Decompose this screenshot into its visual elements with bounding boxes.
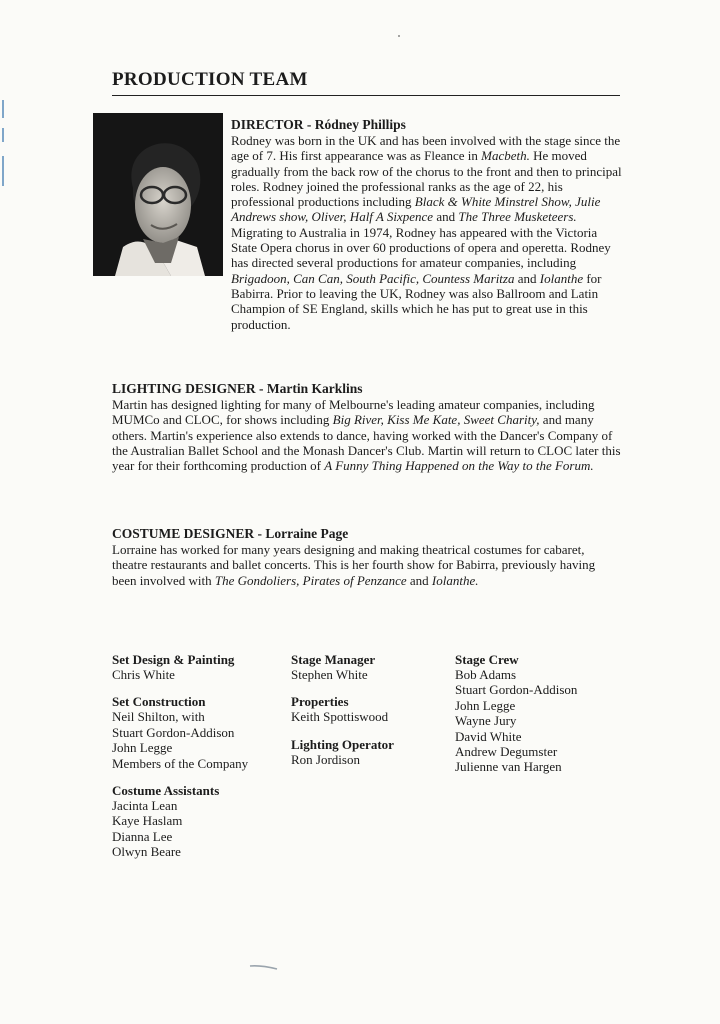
credit-group xyxy=(291,694,451,724)
credit-role-heading: Lighting Operator xyxy=(291,736,394,752)
italic-title-text: A Funny Thing Happened on the Way to the Forum. xyxy=(324,458,594,474)
credit-group xyxy=(112,783,282,860)
credit-group xyxy=(112,694,282,771)
credit-role-heading: Set Design & Painting xyxy=(112,652,235,667)
credits-column-1 xyxy=(112,652,282,872)
italic-title-text: The Three Musketeers. xyxy=(458,209,577,225)
credits-column-3 xyxy=(455,652,620,787)
credit-name: Stuart Gordon-Addison xyxy=(455,682,578,698)
scan-margin-mark xyxy=(2,156,4,186)
body-text: and many others. Martin's experience also extends to dance, having worked with the Dancer's Company of the Australian Ballet School and the Monash Dancer's Club. Martin will return to CLOC later this year for their forthcoming production of xyxy=(112,412,621,474)
credit-name: Stuart Gordon-Addison xyxy=(112,724,235,740)
credit-role-heading: Stage Crew xyxy=(455,652,519,667)
credits-column-2 xyxy=(291,652,451,779)
credit-role-heading: Stage Manager xyxy=(291,652,376,667)
costume-designer-bio xyxy=(112,526,622,588)
body-text: Rodney was born in the UK and has been involved with the stage since the age of 7. His first appearance was as Fleance in xyxy=(231,133,621,164)
body-text: for Babirra. Prior to leaving the UK, Rodney was also Ballroom and Latin Champion of SE England, skills which he has put to great use in this production. xyxy=(231,270,602,332)
scan-smudge xyxy=(249,964,279,970)
lighting-designer-bio xyxy=(112,381,622,473)
body-text: and xyxy=(406,572,432,588)
credit-group xyxy=(291,652,451,682)
italic-title-text: The Gondoliers, Pirates of Penzance xyxy=(214,572,407,588)
scan-margin-mark xyxy=(2,100,4,118)
scan-speck xyxy=(398,35,400,37)
costume-heading: COSTUME DESIGNER - Lorraine Page xyxy=(112,526,349,541)
body-text: He moved gradually from the back row of the chorus to the front and then to principal roles. Rodney joined the professional ranks as the age of 22, his professional productions including xyxy=(231,148,622,210)
credit-name: David White xyxy=(455,728,522,744)
director-text xyxy=(231,133,626,332)
body-text: and xyxy=(433,209,459,225)
portrait-illustration xyxy=(93,113,223,276)
credit-role-heading: Set Construction xyxy=(112,694,206,710)
credit-name: Neil Shilton, with xyxy=(112,709,205,725)
italic-title-text: Big River, Kiss Me Kate, Sweet Charity, xyxy=(332,412,540,428)
page-title: PRODUCTION TEAM xyxy=(112,69,308,90)
credit-group xyxy=(455,652,620,775)
italic-title-text: Brigadoon, Can Can, South Pacific, Countess Maritza xyxy=(231,270,515,286)
credit-name: Dianna Lee xyxy=(112,828,173,844)
credit-group xyxy=(291,737,451,767)
credit-name: Members of the Company xyxy=(112,755,249,771)
body-text: and xyxy=(514,270,540,286)
body-text: Migrating to Australia in 1974, Rodney has appeared with the Victoria State Opera chorus in over 60 productions of opera and operetta. Rodney has directed several productions for amateur companies, including xyxy=(231,224,611,271)
credit-name: Keith Spottiswood xyxy=(291,709,389,725)
italic-title-text: Iolanthe xyxy=(539,270,584,286)
credit-name: Wayne Jury xyxy=(455,713,517,729)
body-text: Lorraine has worked for many years designing and making theatrical costumes for cabaret, theatre restaurants and ballet concerts. This is her fourth show for Babirra, previously having been involved with xyxy=(112,542,596,588)
title-rule xyxy=(112,95,620,96)
lighting-text xyxy=(112,397,622,473)
credit-role-heading: Costume Assistants xyxy=(112,783,220,799)
costume-text xyxy=(112,542,622,588)
credit-name: John Legge xyxy=(112,740,173,756)
credit-role-heading: Properties xyxy=(291,694,349,710)
credit-group xyxy=(112,652,282,682)
body-text: Martin has designed lighting for many of Melbourne's leading amateur companies, including MUMCo and CLOC, for shows including xyxy=(112,397,595,428)
lighting-heading: LIGHTING DESIGNER - Martin Karklins xyxy=(112,381,363,396)
credit-name: Andrew Degumster xyxy=(455,744,558,760)
scan-margin-mark xyxy=(2,128,4,142)
italic-title-text: Iolanthe. xyxy=(431,572,479,588)
credit-name: Stephen White xyxy=(291,667,368,682)
director-portrait-photo xyxy=(93,113,223,276)
credit-name: Bob Adams xyxy=(455,667,517,682)
credit-name: Julienne van Hargen xyxy=(455,759,562,775)
credit-name: Chris White xyxy=(112,667,175,682)
italic-title-text: Black & White Minstrel Show, Julie Andrews show, Oliver, Half A Sixpence xyxy=(231,194,601,225)
italic-title-text: Macbeth. xyxy=(481,148,530,164)
credit-name: Ron Jordison xyxy=(291,751,360,767)
director-heading: DIRECTOR - Ródney Phillips xyxy=(231,117,406,132)
credit-name: Jacinta Lean xyxy=(112,798,178,814)
credit-name: John Legge xyxy=(455,697,516,713)
credit-name: Olwyn Beare xyxy=(112,844,181,860)
credit-name: Kaye Haslam xyxy=(112,813,183,829)
director-bio xyxy=(231,117,626,332)
